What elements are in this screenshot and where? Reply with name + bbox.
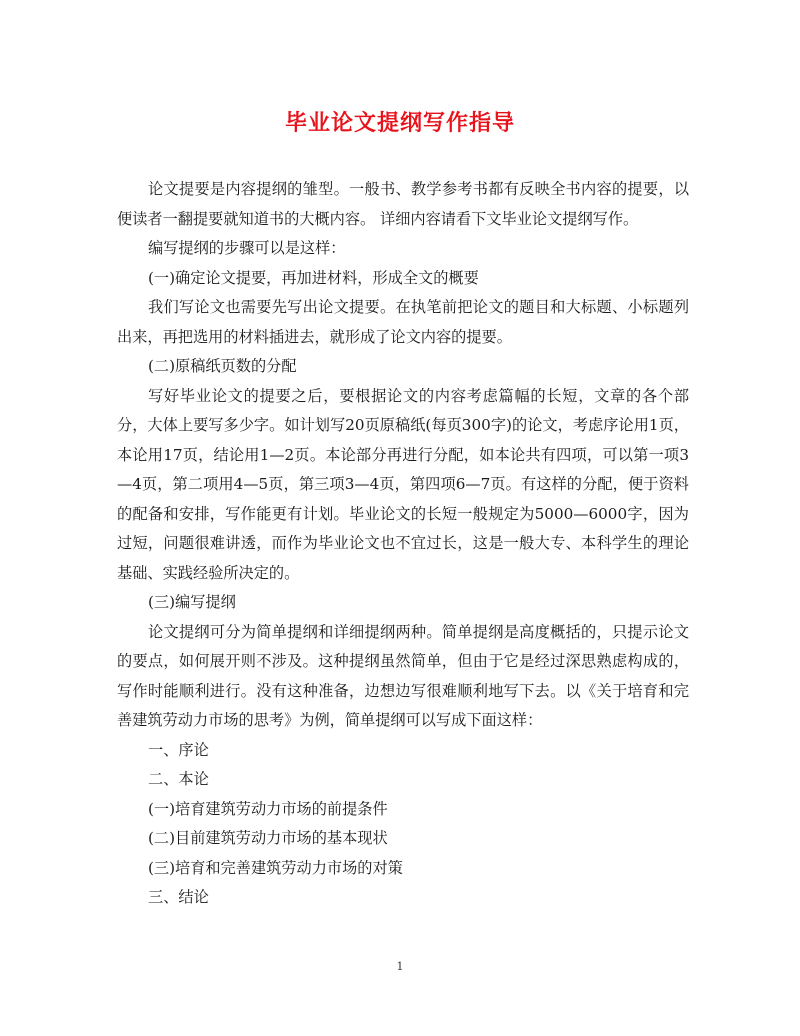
section-heading-1: (一)确定论文提要，再加进材料，形成全文的概要	[148, 268, 479, 287]
section-heading-3: (三)编写提纲	[148, 593, 236, 611]
document-title: 毕业论文提纲写作指导	[284, 110, 515, 136]
paragraph-section-2: 写好毕业论文的提要之后，要根据论文的内容考虑篇幅的长短，文章的各个部分，大体上要写多少字。如计划写20页原稿纸(每页300字)的论文，考虑序论用1页，本论用17页，结论用1—2页。本论部分再进行分配，如本论共有四项，可以第一项3—4页，第二项用4—5页，第三项3—4页，第四项6—7页。有这样的分配，便于资料的配备和安排，写作能更有计划。毕业论文的长短一般规定为5000—6000字，因为过短，问题很难讲透，而作为毕业论文也不宜过长，这是一般大专、本科学生的理论基础、实践经验所决定的。	[117, 386, 689, 582]
outline-item: 三、结论	[148, 888, 209, 906]
page-number: 1	[396, 960, 404, 973]
paragraph-steps-lead: 编写提纲的步骤可以是这样：	[148, 239, 346, 257]
outline-item: 一、序论	[148, 740, 209, 759]
paragraph-section-3: 论文提纲可分为简单提纲和详细提纲两种。简单提纲是高度概括的，只提示论文的要点，如何展开则不涉及。这种提纲虽然简单，但由于它是经过深思熟虑构成的，写作时能顺利进行。没有这种准备，边想边写很难顺利地写下去。以《关于培育和完善建筑劳动力市场的思考》为例，简单提纲可以写成下面这样：	[117, 622, 689, 729]
paragraph-section-1: 我们写论文也需要先写出论文提要。在执笔前把论文的题目和大标题、小标题列出来，再把选用的材料插进去，就形成了论文内容的提要。	[117, 298, 689, 346]
outline-item: (三)培育和完善建筑劳动力市场的对策	[148, 858, 403, 877]
document-body	[117, 175, 689, 913]
outline-item: 二、本论	[148, 770, 209, 788]
paragraph-intro: 论文提要是内容提纲的雏型。一般书、教学参考书都有反映全书内容的提要，以便读者一翻提要就知道书的大概内容。 详细内容请看下文毕业论文提纲写作。	[117, 180, 689, 228]
section-heading-2: (二)原稿纸页数的分配	[148, 357, 297, 375]
outline-item: (二)目前建筑劳动力市场的基本现状	[148, 829, 388, 847]
outline-item: (一)培育建筑劳动力市场的前提条件	[148, 799, 388, 818]
